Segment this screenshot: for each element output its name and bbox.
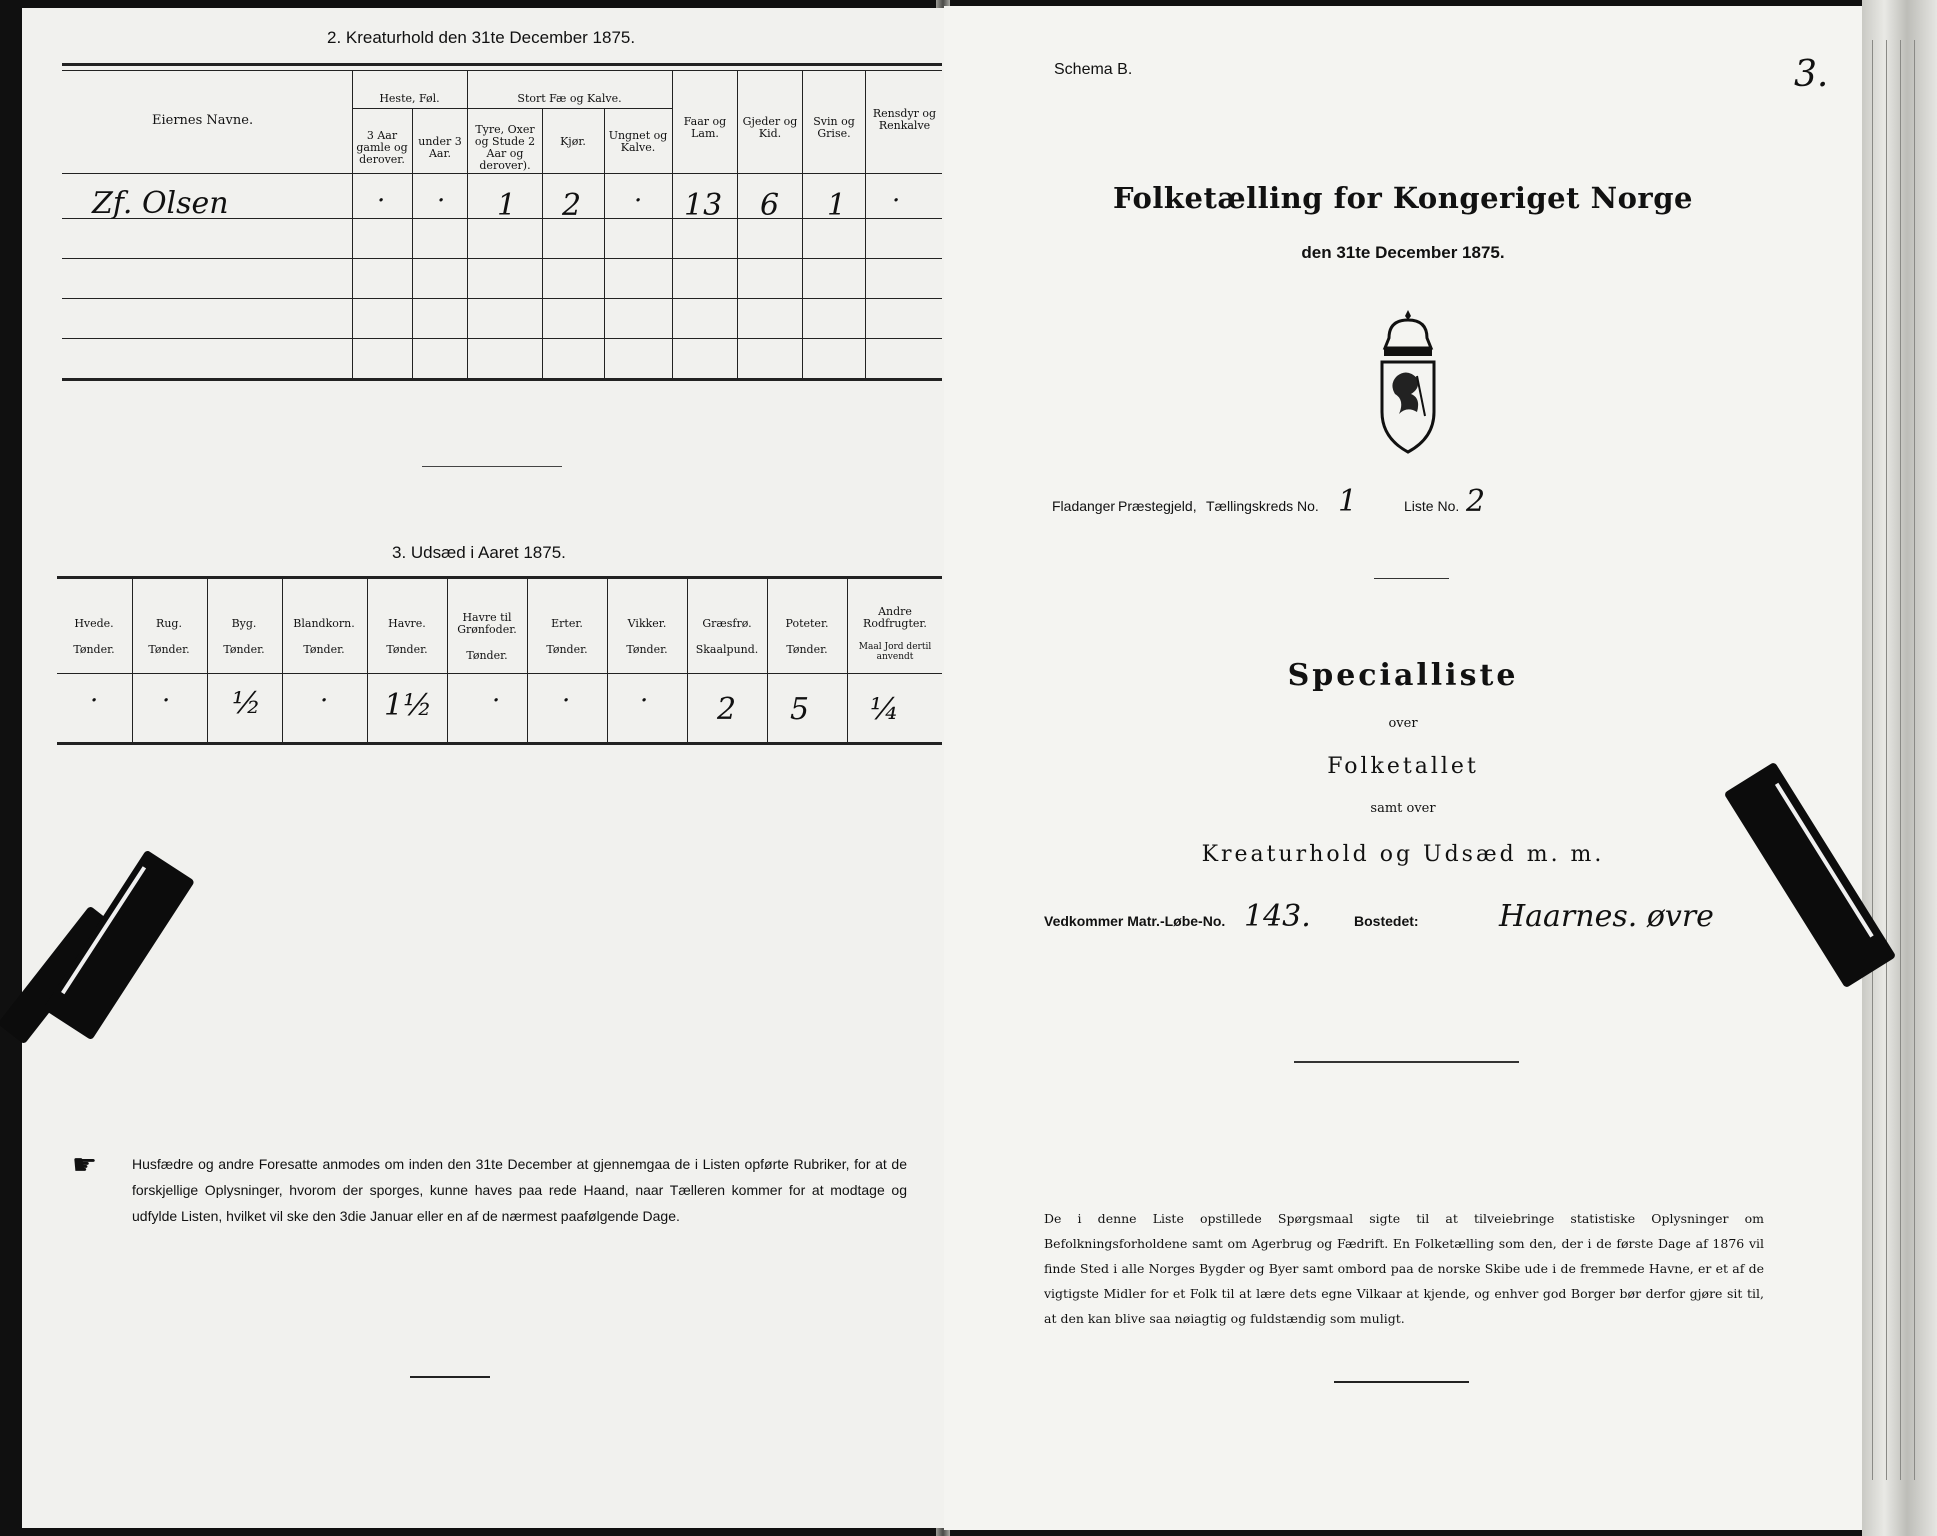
s3-unit-vikker: Tønder. bbox=[626, 643, 668, 656]
page-number: 3. bbox=[1794, 54, 1829, 95]
s3-unit-havre-gronfoder: Tønder. bbox=[466, 649, 508, 662]
val-heste-old: · bbox=[377, 186, 386, 216]
folketallet-heading: Folketallet bbox=[1327, 754, 1479, 779]
bostedet-label: Bostedet: bbox=[1354, 913, 1419, 929]
left-page bbox=[22, 8, 944, 1528]
s3-col-graesfro: Græsfrø. bbox=[702, 617, 752, 630]
specialliste-heading: Specialliste bbox=[1287, 658, 1519, 693]
s3-unit-graesfro: Skaalpund. bbox=[695, 643, 759, 656]
s3-unit-blandkorn: Tønder. bbox=[303, 643, 345, 656]
s3-unit-byg: Tønder. bbox=[223, 643, 265, 656]
prestegjeld-label: Præstegjeld, bbox=[1118, 498, 1197, 514]
s3-val-erter: · bbox=[562, 686, 571, 716]
header-heste: Heste, Føl. bbox=[379, 92, 440, 105]
page-edges bbox=[1862, 0, 1937, 1536]
s3-val-blandkorn: · bbox=[320, 686, 329, 716]
liste-number: 2 bbox=[1466, 484, 1486, 519]
s3-col-rodfrugter: Andre Rodfrugter. bbox=[863, 605, 927, 630]
col-3-aar: 3 Aar gamle og derover. bbox=[356, 129, 408, 166]
s3-val-rodfrugter: ¼ bbox=[870, 692, 900, 727]
s3-col-byg: Byg. bbox=[231, 617, 257, 630]
val-tyre: 1 bbox=[497, 188, 517, 223]
bostedet-value: Haarnes. øvre bbox=[1499, 899, 1714, 934]
col-ungnet: Ungnet og Kalve. bbox=[608, 129, 668, 154]
s3-val-vikker: · bbox=[640, 686, 649, 716]
s3-val-havre: 1½ bbox=[384, 688, 433, 723]
owner-name: Zf. Olsen bbox=[92, 186, 229, 221]
s3-val-rug: · bbox=[162, 686, 171, 716]
s3-unit-hvede: Tønder. bbox=[73, 643, 115, 656]
s3-unit-poteter: Tønder. bbox=[786, 643, 828, 656]
s3-col-vikker: Vikker. bbox=[627, 617, 667, 630]
col-rensdyr: Rensdyr og Renkalve bbox=[872, 107, 937, 132]
s3-val-byg: ½ bbox=[232, 686, 262, 721]
s3-col-hvede: Hvede. bbox=[74, 617, 114, 630]
val-heste-young: · bbox=[437, 186, 446, 216]
val-gjeder: 6 bbox=[760, 188, 780, 223]
liste-label: Liste No. bbox=[1404, 498, 1460, 514]
section2-title: 2. Kreaturhold den 31te December 1875. bbox=[327, 28, 636, 47]
kreaturhold-heading: Kreaturhold og Udsæd m. m. bbox=[1201, 842, 1605, 867]
s3-val-graesfro: 2 bbox=[717, 692, 737, 727]
pointing-hand-icon: ☛ bbox=[72, 1148, 98, 1181]
matr-number: 143. bbox=[1244, 899, 1311, 934]
val-faar: 13 bbox=[684, 188, 723, 223]
info-text: De i denne Liste opstillede Spørgsmaal sigte til at tilveiebringe statistiske Oplysninger om Befolkningsforholdene samt om Agerbrug og Fædrift. En Folketælling som den, der i de første Dage af 1876 vil finde Sted i alle Norges Bygder og Byer samt ombord paa de norske Skibe ude i de fremmede Havne, er et af de vigtigste Midler for et Folk til at lære dets egne Vilkaar at kjende, og enhver god Borger bør derfor gjøre sit til, at den kan blive saa nøiagtig og fuldstændig som muligt. bbox=[1044, 1211, 1764, 1326]
schema-label: Schema B. bbox=[1054, 61, 1133, 78]
col-gjeder: Gjeder og Kid. bbox=[742, 115, 798, 140]
s3-val-poteter: 5 bbox=[790, 692, 810, 727]
coat-of-arms-icon bbox=[1369, 304, 1447, 456]
s3-unit-rug: Tønder. bbox=[148, 643, 190, 656]
s3-col-havre: Havre. bbox=[388, 617, 426, 630]
section3-title: 3. Udsæd i Aaret 1875. bbox=[392, 543, 566, 562]
val-svin: 1 bbox=[827, 188, 847, 223]
col-tyre: Tyre, Oxer og Stude 2 Aar og derover). bbox=[474, 123, 536, 172]
val-ungnet: · bbox=[634, 186, 643, 216]
main-title: Folketælling for Kongeriget Norge bbox=[1113, 181, 1693, 215]
s3-unit-havre: Tønder. bbox=[386, 643, 428, 656]
s3-col-erter: Erter. bbox=[551, 617, 583, 630]
s3-col-blandkorn: Blandkorn. bbox=[293, 617, 355, 630]
col-kjor: Kjør. bbox=[560, 135, 586, 148]
kreds-number: 1 bbox=[1338, 484, 1358, 519]
s3-val-hvede: · bbox=[90, 686, 99, 716]
prestegjeld-name: Fladanger bbox=[1052, 498, 1116, 514]
col-faar: Faar og Lam. bbox=[683, 115, 727, 140]
over-label: over bbox=[1388, 716, 1418, 731]
s3-unit-erter: Tønder. bbox=[546, 643, 588, 656]
col-svin: Svin og Grise. bbox=[813, 115, 855, 140]
subtitle: den 31te December 1875. bbox=[1301, 243, 1505, 262]
val-kjor: 2 bbox=[562, 188, 582, 223]
s3-val-havre-gronfoder: · bbox=[492, 686, 501, 716]
kreds-label: Tællingskreds No. bbox=[1206, 498, 1319, 514]
notice-text: Husfædre og andre Foresatte anmodes om inden den 31te December at gjennemgaa de i Listen opførte Rubriker, for at de forskjellige Oplysninger, hvorom der sporges, kunne haves paa rede Haand, naar Tælleren kommer for at modtage og udfylde Listen, hvilket vil ske den 3die Januar eller en af de nærmest paafølgende Dage. bbox=[132, 1156, 907, 1224]
s3-unit-rodfrugter: Maal Jord dertil anvendt bbox=[858, 642, 932, 662]
val-rensdyr: · bbox=[892, 186, 901, 216]
matr-label: Vedkommer Matr.-Løbe-No. bbox=[1044, 913, 1226, 929]
header-stort-fae: Stort Fæ og Kalve. bbox=[517, 92, 622, 105]
col-under-3: under 3 Aar. bbox=[418, 135, 462, 160]
samt-over-label: samt over bbox=[1370, 801, 1436, 816]
s3-col-havre-gronfoder: Havre til Grønfoder. bbox=[457, 611, 517, 636]
s3-col-poteter: Poteter. bbox=[785, 617, 829, 630]
s3-col-rug: Rug. bbox=[156, 617, 182, 630]
right-page bbox=[944, 6, 1862, 1530]
header-eiernes-navne: Eiernes Navne. bbox=[152, 113, 254, 128]
